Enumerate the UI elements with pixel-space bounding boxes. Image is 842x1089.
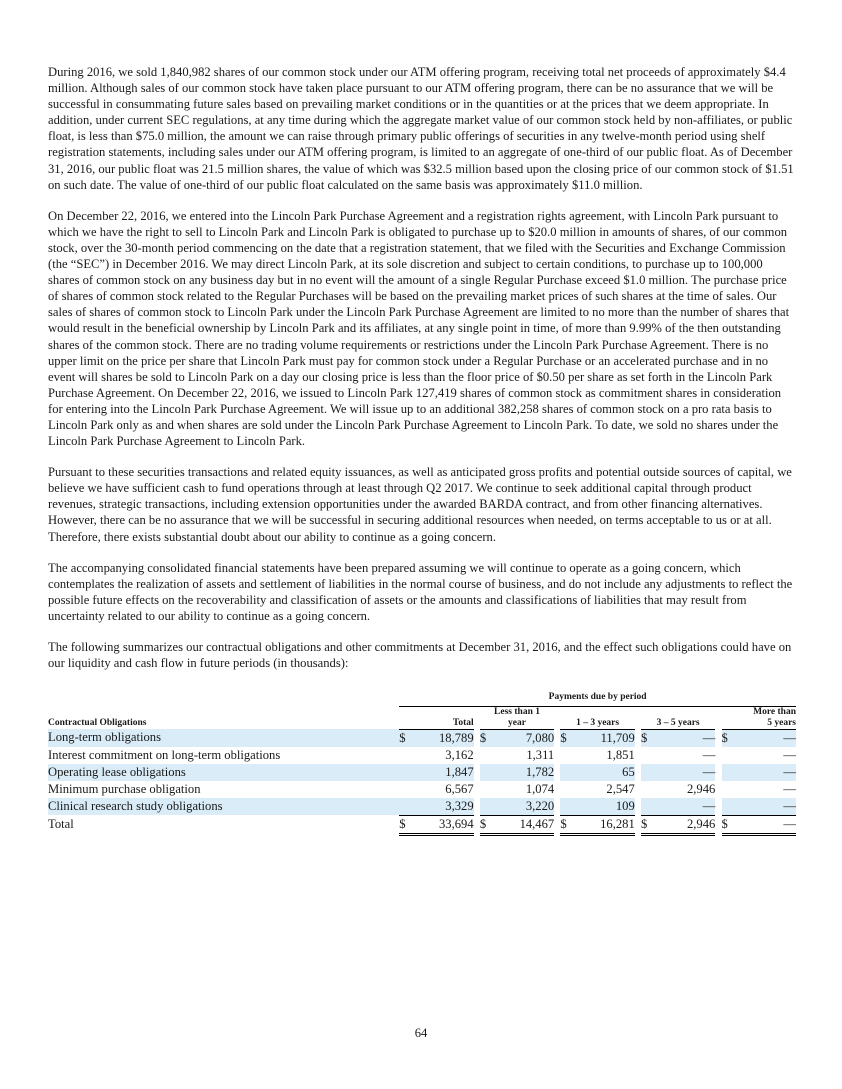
cell-3-5-years: — [653,798,715,816]
cell-1-3-years: 2,547 [606,781,635,796]
cell-total: 1,847 [412,764,474,781]
paragraph-going-concern-funding: Pursuant to these securities transactions and related equity issuances, as well as anticipated gross profits and potential outside sources of capital, we believe we have sufficient cash to fund operations through at least through Q2 2017. We continue to seek additional capital through product revenues, strategic transactions, including extension opportunities under the awarded BARDA contract, and from other financing alternatives. However, there can be no assurance that we will be successful in securing additional resources when needed, on terms acceptable to us or at all. Therefore, there exists substantial doubt about our ability to continue as a going concern. [48,465,792,544]
dollar-sign: $ [560,729,572,747]
cell-1-3-years: 16,281 [573,815,635,834]
column-header-1-3-years: 1 – 3 years [560,706,634,729]
dollar-sign: $ [722,729,734,747]
column-header-more-than-5-line1: More than [753,706,796,717]
dollar-sign: $ [641,729,653,747]
paragraph-lincoln-park: On December 22, 2016, we entered into the Lincoln Park Purchase Agreement and a registration rights agreement, with Lincoln Park pursuant to which we have the right to sell to Lincoln Park and Lincoln Park is obligated to purchase up to $20.0 million in amounts of shares, of our common stock, over the 30-month period commencing on the date that a registration statement, that we filed with the Securities and Exchange Commission (the “SEC”) in December 2016. We may direct Lincoln Park, at its sole discretion and subject to certain conditions, to purchase up to 100,000 shares of common stock on any business day but in no event will the amount of a single Regular Purchase exceed $1.0 million. The purchase price of shares of common stock related to the Regular Purchases will be based on the prevailing market prices of such shares at the time of sales. Our sales of shares of common stock to Lincoln Park under the Lincoln Park Purchase Agreement are limited to no more than the number of shares that would result in the beneficial ownership by Lincoln Park and its affiliates, at any single point in time, of more than 9.99% of the then outstanding shares of the common stock. There are no trading volume requirements or restrictions under the Lincoln Park Purchase Agreement. There is no upper limit on the price per share that Lincoln Park must pay for common stock under a Regular Purchase or an accelerated purchase and in no event will shares be sold to Lincoln Park on a day our closing price is less than the floor price of $0.50 per share as set forth in the Lincoln Park Purchase Agreement. On December 22, 2016, we issued to Lincoln Park 127,419 shares of common stock as commitment shares in consideration for entering into the Lincoln Park Purchase Agreement. We will issue up to an additional 382,258 shares of common stock on a pro rata basis to Lincoln Park only as and when shares are sold under the Lincoln Park Purchase Agreement to Lincoln Park. To date, we sold no shares under the Lincoln Park Purchase Agreement to Lincoln Park. [48,208,790,449]
table-row [48,747,796,764]
cell-1-3-years: 65 [573,764,635,781]
cell-less-than-1-year: 1,782 [492,764,554,781]
cell-less-than-1-year: 7,080 [492,729,554,747]
cell-more-than-5-years: — [783,781,796,796]
table-row-total [48,815,796,834]
cell-total: 6,567 [445,781,474,796]
paragraph-financial-statements-basis: The accompanying consolidated financial statements have been prepared assuming we will continue to operate as a going concern, which contemplates the realization of assets and settlement of liabilities in the normal course of business, and do not include any adjustments to reflect the possible future effects on the recoverability and classification of assets or the amounts and classifications of liabilities that may result from uncertainty related to our ability to continue as a going concern. [48,560,793,623]
table-row [48,798,796,816]
row-label: Operating lease obligations [48,764,399,781]
document-page [48,64,796,836]
cell-1-3-years: 11,709 [573,729,635,747]
dollar-sign: $ [641,815,653,834]
contractual-obligations-table-wrap [48,689,796,836]
cell-more-than-5-years: — [734,815,796,834]
paragraph-table-intro: The following summarizes our contractual obligations and other commitments at December 31, 2016, and the effect such obligations could have on our liquidity and cash flow in future periods (in thousands): [48,640,792,671]
cell-3-5-years: — [702,747,716,762]
dollar-sign: $ [480,815,492,834]
cell-3-5-years: — [653,729,715,747]
row-label: Clinical research study obligations [48,798,399,816]
page-number: 64 [414,1026,428,1040]
dollar-sign: $ [560,815,572,834]
dollar-sign: $ [722,815,734,834]
row-label: Minimum purchase obligation [48,781,201,796]
cell-more-than-5-years: — [734,798,796,816]
cell-less-than-1-year: 3,220 [492,798,554,816]
table-row [48,764,796,781]
column-header-obligations: Contractual Obligations [48,718,147,729]
row-label: Long-term obligations [48,729,399,747]
column-header-less-than-1-line2: year [508,717,526,728]
cell-more-than-5-years: — [734,764,796,781]
cell-total: 3,162 [445,747,474,762]
column-header-3-5-years: 3 – 5 years [641,706,715,729]
column-header-more-than-5-years [722,706,796,729]
table-row [48,781,796,798]
dollar-sign: $ [399,815,411,834]
cell-more-than-5-years: — [734,729,796,747]
column-header-more-than-5-line2: 5 years [767,717,796,728]
dollar-sign: $ [480,729,492,747]
cell-more-than-5-years: — [783,747,796,762]
row-label: Total [48,817,74,832]
contractual-obligations-table [48,689,796,836]
payments-due-header: Payments due by period [399,689,796,706]
cell-3-5-years: 2,946 [686,781,716,796]
dollar-sign: $ [399,729,411,747]
cell-total: 18,789 [412,729,474,747]
cell-less-than-1-year: 14,467 [492,815,554,834]
cell-less-than-1-year: 1,074 [525,781,555,796]
cell-total: 3,329 [412,798,474,816]
cell-3-5-years: 2,946 [653,815,715,834]
column-header-total: Total [399,706,473,729]
cell-3-5-years: — [653,764,715,781]
cell-1-3-years: 1,851 [606,747,635,762]
cell-less-than-1-year: 1,311 [526,747,555,762]
cell-1-3-years: 109 [573,798,635,816]
column-header-less-than-1-year [480,706,554,729]
column-header-less-than-1-line1: Less than 1 [494,706,540,717]
paragraph-atm-offering: During 2016, we sold 1,840,982 shares of our common stock under our ATM offering program, receiving total net proceeds of approximately $4.4 million. Although sales of our common stock have taken place pursuant to our ATM offering program, there can be no assurance that we will be successful in consummating future sales based on prevailing market conditions or in the quantities or at the prices that we deem appropriate. In addition, under current SEC regulations, at any time during which the aggregate market value of our common stock held by non-affiliates, or public float, is less than $75.0 million, the amount we can raise through primary public offerings of securities in any twelve-month period using shelf registration statements, including sales under our ATM offering program, is limited to an aggregate of one-third of our public float. As of December 31, 2016, our public float was 21.5 million shares, the value of which was $32.5 million based upon the closing price of our common stock of $1.51 on such date. The value of one-third of our public float calculated on the same basis was approximately $11.0 million. [48,65,794,192]
row-label: Interest commitment on long-term obligations [48,747,281,762]
cell-total: 33,694 [412,815,474,834]
table-row [48,729,796,747]
